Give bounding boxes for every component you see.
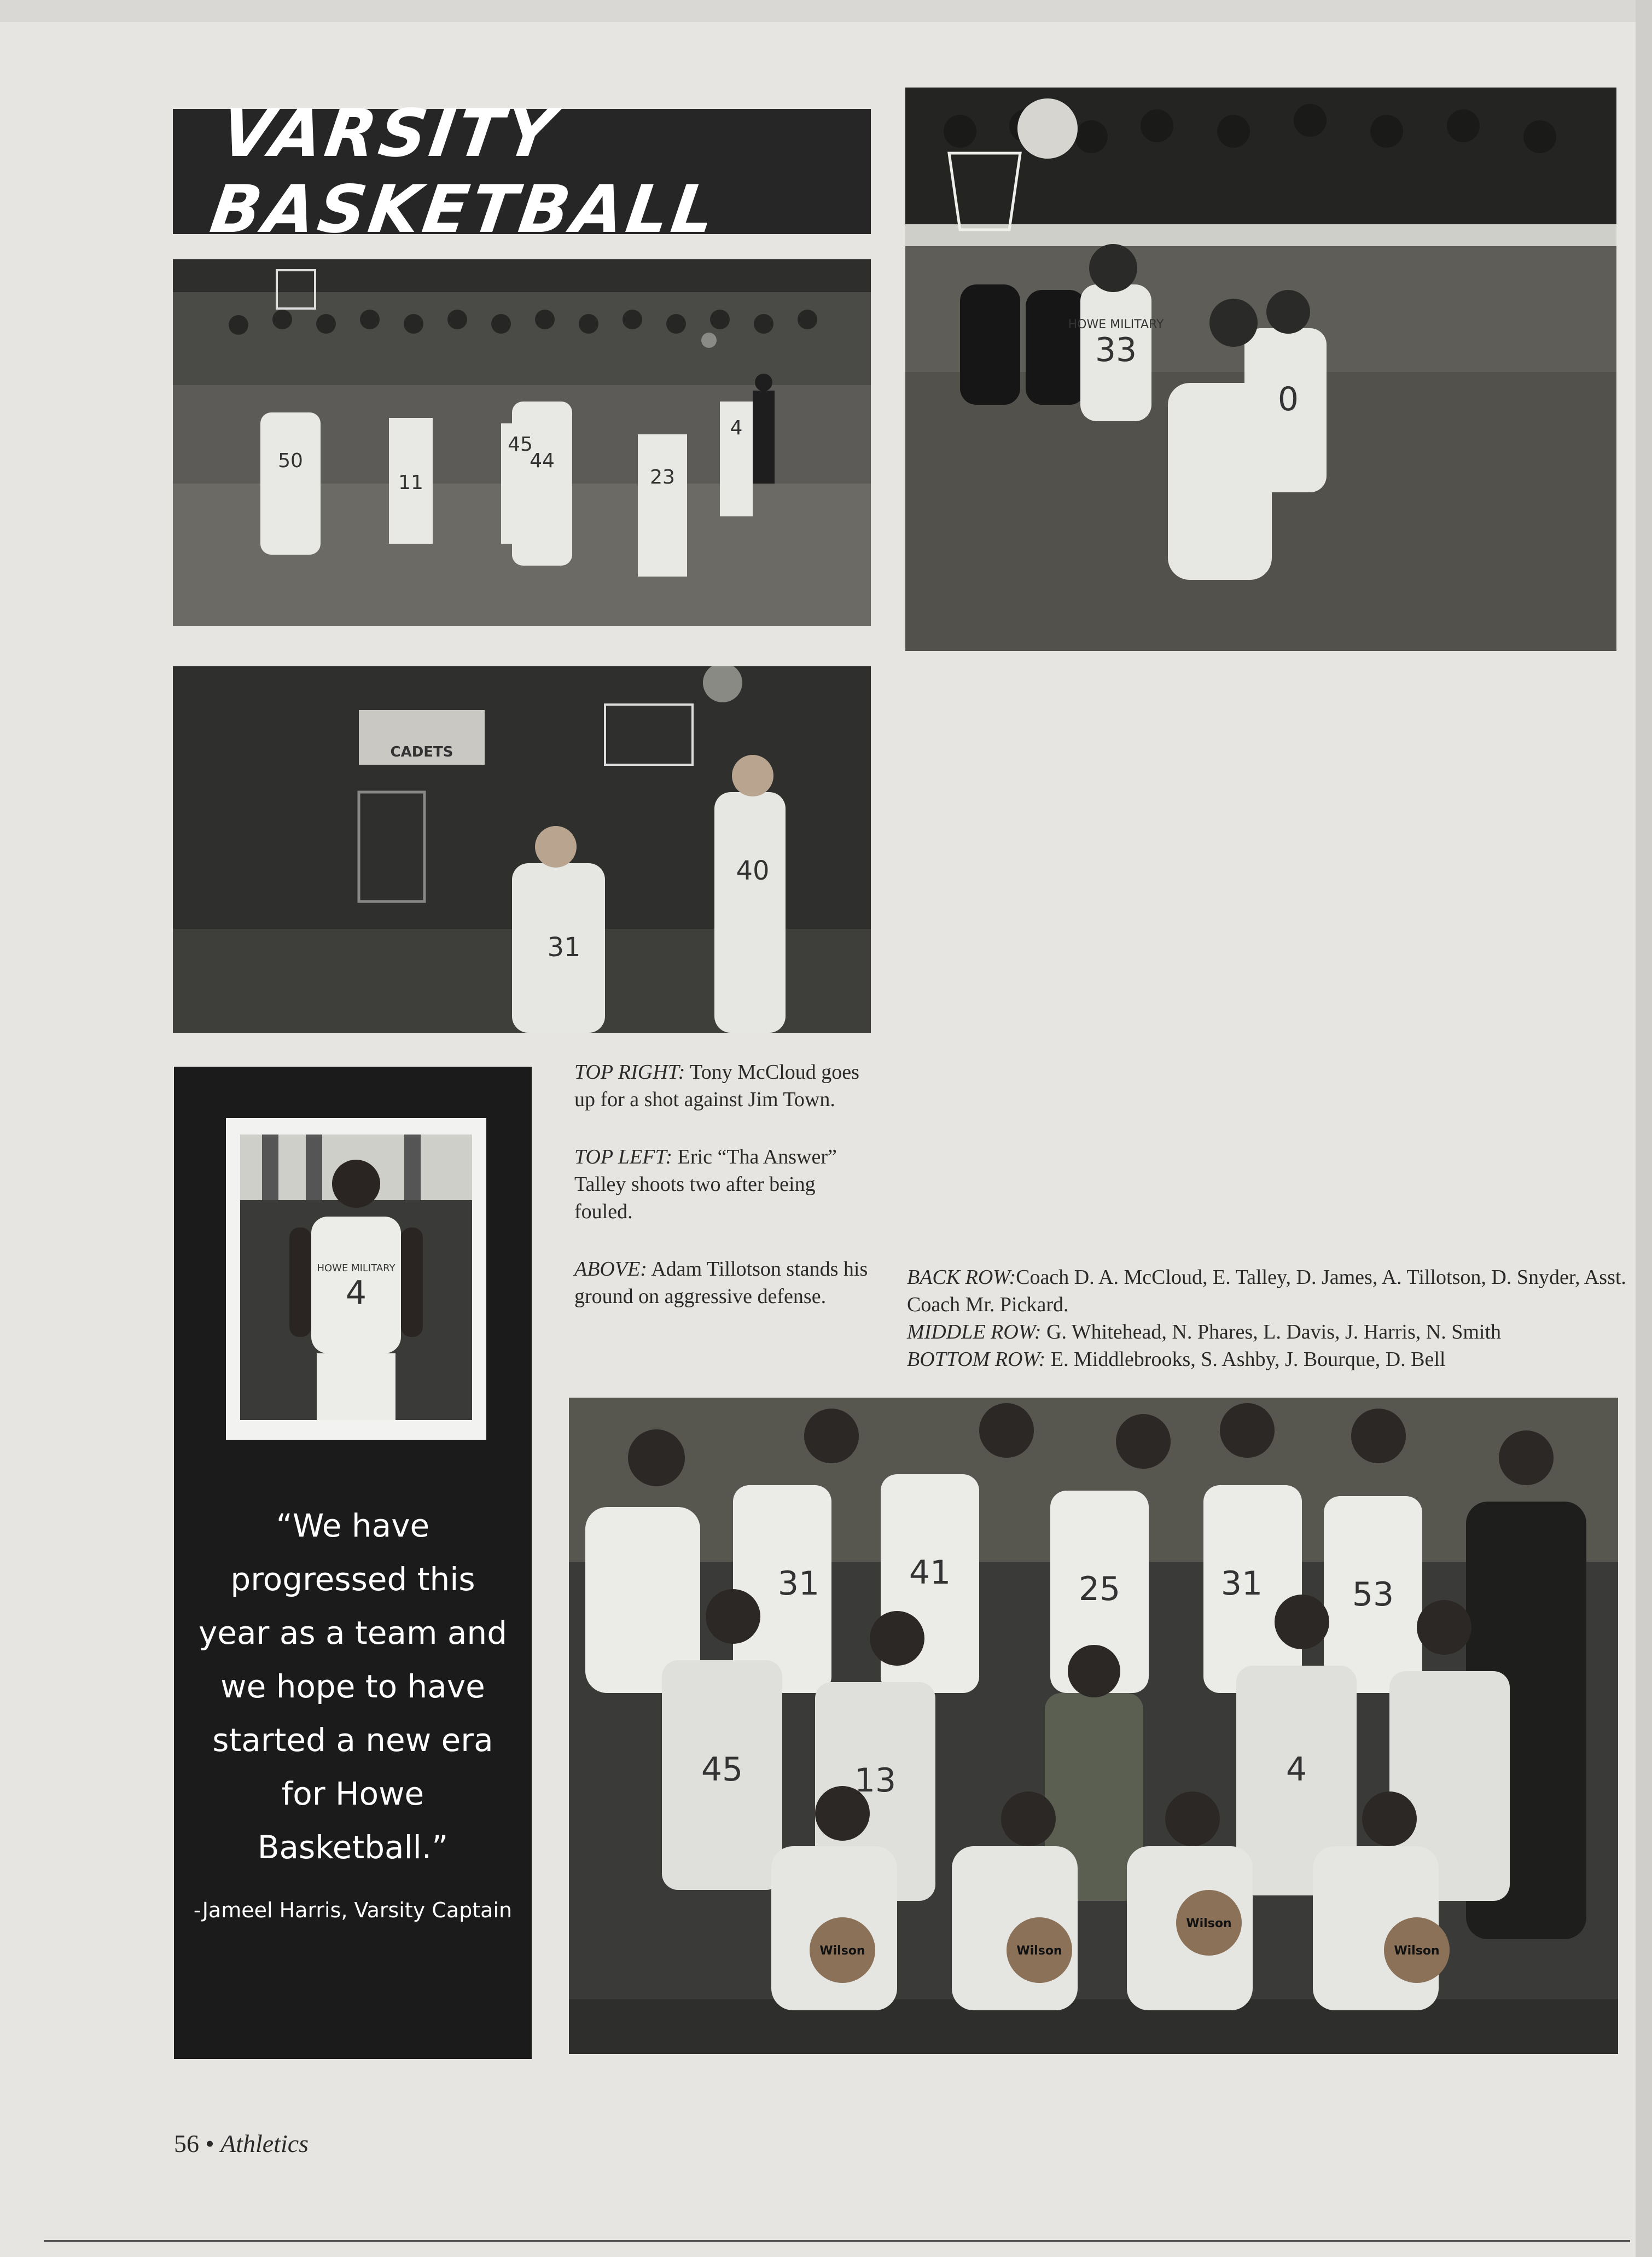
photo-layup xyxy=(905,88,1616,651)
bottom-rule xyxy=(44,2240,1630,2242)
jersey-number: 50 xyxy=(278,450,303,472)
jersey-number: 31 xyxy=(547,932,581,963)
quote-box xyxy=(174,1067,532,2059)
jersey-number: 45 xyxy=(508,433,533,456)
caption-top-left: TOP LEFT: Eric “Tha Answer” Talley shoots two after being fouled. xyxy=(574,1145,837,1223)
caption-top-right: TOP RIGHT: Tony McCloud goes up for a shot against Jim Town. xyxy=(574,1061,859,1111)
caption-above: ABOVE: Adam Tillotson stands his ground on aggressive defense. xyxy=(574,1258,868,1308)
photo-portrait xyxy=(240,1135,472,1420)
jersey-number: 23 xyxy=(650,466,675,488)
roster-middle-row: MIDDLE ROW: G. Whitehead, N. Phares, L. Davis, J. Harris, N. Smith xyxy=(907,1321,1501,1343)
ball-brand: Wilson xyxy=(1394,1944,1440,1958)
quote-text: “We have progressed this year as a team and we hope to have started a new era for Howe Basketball.” xyxy=(198,1507,508,1866)
quote-attribution: -Jameel Harris, Varsity Captain xyxy=(193,1898,513,1922)
jersey-number: 0 xyxy=(1277,380,1299,418)
jersey-number: 11 xyxy=(398,472,423,494)
jersey-number: 13 xyxy=(854,1761,897,1800)
portrait-frame xyxy=(226,1118,486,1440)
roster-back-row: BACK ROW:Coach D. A. McCloud, E. Talley, D. James, A. Tillotson, D. Snyder, Asst. Coach Mr. Pickard. xyxy=(907,1266,1626,1316)
jersey-number: 31 xyxy=(777,1564,820,1603)
jersey-number: 31 xyxy=(1220,1564,1263,1603)
jersey-number: 41 xyxy=(909,1554,951,1592)
photo-defense xyxy=(173,666,871,1033)
team-roster-caption xyxy=(907,1264,1629,1373)
jersey-number: 40 xyxy=(736,856,770,886)
ball-brand: Wilson xyxy=(1016,1944,1062,1958)
page-right-edge xyxy=(1636,0,1652,2257)
page-title: VARSITY BASKETBALL xyxy=(206,95,723,248)
jersey-number: 33 xyxy=(1095,331,1137,369)
title-banner xyxy=(173,95,871,248)
jersey-number: 4 xyxy=(345,1274,367,1312)
jersey-number: 4 xyxy=(1285,1750,1307,1789)
jersey-number: 44 xyxy=(530,450,555,472)
photo-captions xyxy=(574,1058,870,1340)
page-folio xyxy=(174,2129,309,2158)
jersey-text: HOWE MILITARY xyxy=(1068,318,1164,331)
photo-team xyxy=(569,1398,1618,2054)
page-number: 56 • xyxy=(174,2130,221,2157)
roster-bottom-row: BOTTOM ROW: E. Middlebrooks, S. Ashby, J. Bourque, D. Bell xyxy=(907,1348,1446,1371)
ball-brand: Wilson xyxy=(1186,1917,1232,1930)
page-top-edge xyxy=(0,0,1652,22)
photo-free-throw xyxy=(173,259,871,626)
section-name: Athletics xyxy=(220,2130,309,2157)
jersey-number: 45 xyxy=(701,1750,743,1789)
jersey-number: 25 xyxy=(1078,1570,1121,1608)
banner-text: CADETS xyxy=(390,744,453,760)
jersey-number: 4 xyxy=(730,417,743,439)
jersey-number: 53 xyxy=(1352,1575,1394,1614)
jersey-text: HOWE MILITARY xyxy=(317,1263,395,1274)
ball-brand: Wilson xyxy=(819,1944,865,1958)
